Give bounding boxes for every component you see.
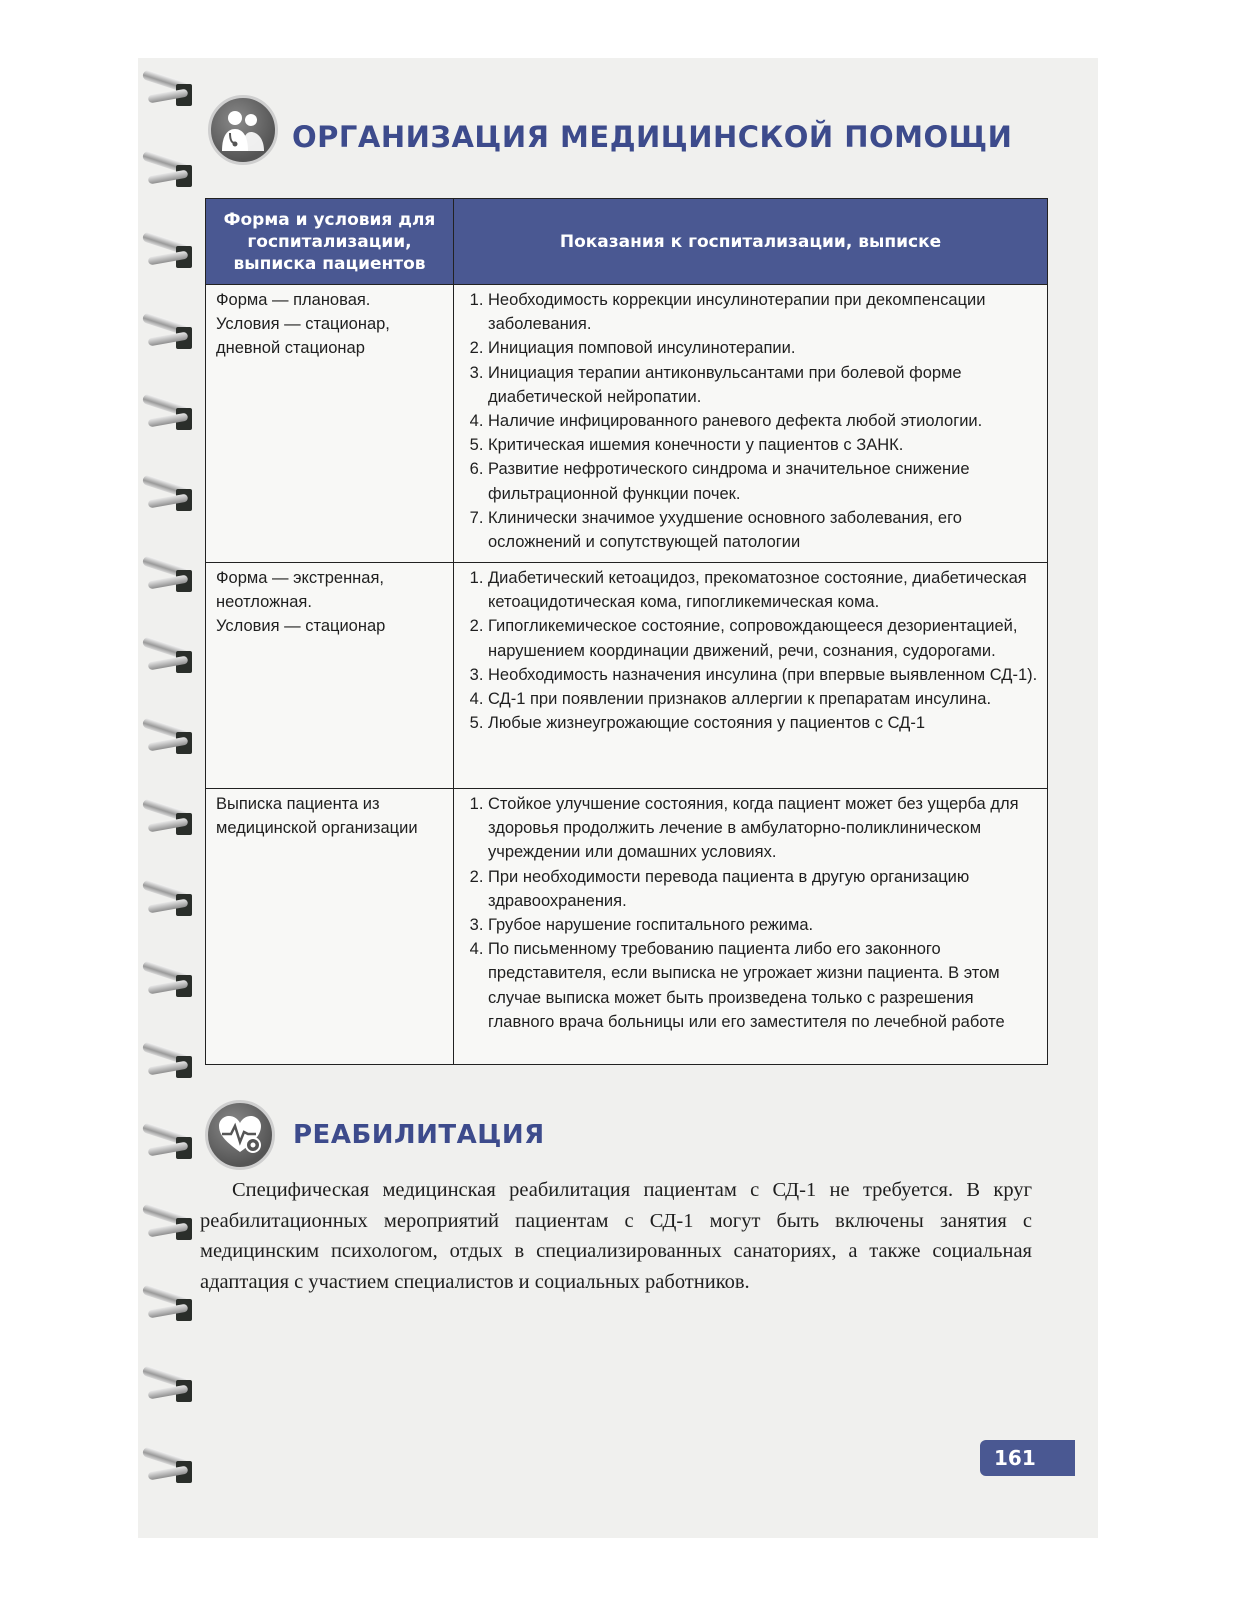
- table-row: [206, 285, 1048, 563]
- indications-cell: [454, 789, 1048, 1065]
- hospitalization-table: [205, 198, 1048, 1065]
- list-item: 5. Критическая ишемия конечности у пациентов с ЗАНК.: [488, 433, 1039, 457]
- list-item: 5. Любые жизнеугрожающие состояния у пациентов с СД-1: [488, 711, 1039, 735]
- list-item: 3. Инициация терапии антиконвульсантами при болевой форме диабетической нейропатии.: [488, 361, 1039, 409]
- condition-cell: Выписка пациента из медицинской организации: [206, 789, 454, 1065]
- binding-ring: [142, 1366, 198, 1406]
- section-title: ОРГАНИЗАЦИЯ МЕДИЦИНСКОЙ ПОМОЩИ: [292, 120, 1013, 154]
- doctors-icon: [208, 95, 278, 165]
- list-item: 2. Инициация помповой инсулинотерапии.: [488, 336, 1039, 360]
- binding-ring: [142, 1042, 198, 1082]
- binding-ring: [142, 637, 198, 677]
- binding-ring: [142, 313, 198, 353]
- list-item: 1. Диабетический кетоацидоз, прекоматозное состояние, диабетическая кетоацидотическая кома, гипогликемическая кома.: [488, 566, 1039, 614]
- binding-ring: [142, 1447, 198, 1487]
- binding-ring: [142, 799, 198, 839]
- binding-ring: [142, 1123, 198, 1163]
- indications-list: [464, 566, 1039, 735]
- list-item: 4. По письменному требованию пациента либо его законного представителя, если выписка не угрожает жизни пациента. В этом случае выписка может быть произведена только с разрешения главного врача больницы или его заместителя по лечебной работе: [488, 937, 1039, 1034]
- condition-cell: Форма — экстренная, неотложная. Условия — стационар: [206, 563, 454, 789]
- binding-ring: [142, 475, 198, 515]
- spiral-binding: [138, 58, 208, 1538]
- binding-ring: [142, 70, 198, 110]
- page-number: 161: [994, 1446, 1036, 1470]
- table-row: [206, 789, 1048, 1065]
- list-item: 6. Развитие нефротического синдрома и значительное снижение фильтрационной функции почек.: [488, 457, 1039, 505]
- indications-list: [464, 288, 1039, 554]
- condition-cell: Форма — плановая. Условия — стационар, дневной стационар: [206, 285, 454, 563]
- heart-pulse-icon: [205, 1100, 275, 1170]
- list-item: 2. При необходимости перевода пациента в другую организацию здравоохранения.: [488, 865, 1039, 913]
- binding-ring: [142, 151, 198, 191]
- binding-ring: [142, 1285, 198, 1325]
- indications-cell: [454, 285, 1048, 563]
- page-number-tab: [980, 1440, 1075, 1476]
- section-title: РЕАБИЛИТАЦИЯ: [293, 1120, 545, 1150]
- list-item: 4. СД-1 при появлении признаков аллергии к препаратам инсулина.: [488, 687, 1039, 711]
- binding-ring: [142, 718, 198, 758]
- list-item: 1. Стойкое улучшение состояния, когда пациент может без ущерба для здоровья продолжить лечение в амбулаторно-поликлиническом учреждении или домашних условиях.: [488, 792, 1039, 865]
- list-item: 3. Необходимость назначения инсулина (при впервые выявленном СД-1).: [488, 663, 1039, 687]
- indications-cell: [454, 563, 1048, 789]
- list-item: 7. Клинически значимое ухудшение основного заболевания, его осложнений и сопутствующей патологии: [488, 506, 1039, 554]
- list-item: 2. Гипогликемическое состояние, сопровождающееся дезориентацией, нарушением координации движений, речи, сознания, судорогами.: [488, 614, 1039, 662]
- list-item: 4. Наличие инфицированного раневого дефекта любой этиологии.: [488, 409, 1039, 433]
- rehabilitation-section-header: [205, 1100, 545, 1170]
- table-header-row: [206, 199, 1048, 285]
- binding-ring: [142, 961, 198, 1001]
- list-item: 1. Необходимость коррекции инсулинотерапии при декомпенсации заболевания.: [488, 288, 1039, 336]
- binding-ring: [142, 880, 198, 920]
- binding-ring: [142, 232, 198, 272]
- rehabilitation-paragraph: Специфическая медицинская реабилитация пациентам с СД-1 не требуется. В круг реабилитационных мероприятий пациентам с СД-1 могут быть включены занятия с медицинским психологом, отдых в специализированных санаториях, а также социальная адаптация с участием специалистов и социальных работников.: [200, 1179, 1032, 1293]
- column-header-indications: Показания к госпитализации, выписке: [454, 199, 1048, 285]
- binding-ring: [142, 1204, 198, 1244]
- column-header-form: Форма и условия для госпитализации, выписка пациентов: [206, 199, 454, 285]
- binding-ring: [142, 556, 198, 596]
- indications-list: [464, 792, 1039, 1034]
- list-item: 3. Грубое нарушение госпитального режима.: [488, 913, 1039, 937]
- organization-section-header: [208, 95, 1012, 165]
- table-row: [206, 563, 1048, 789]
- binding-ring: [142, 394, 198, 434]
